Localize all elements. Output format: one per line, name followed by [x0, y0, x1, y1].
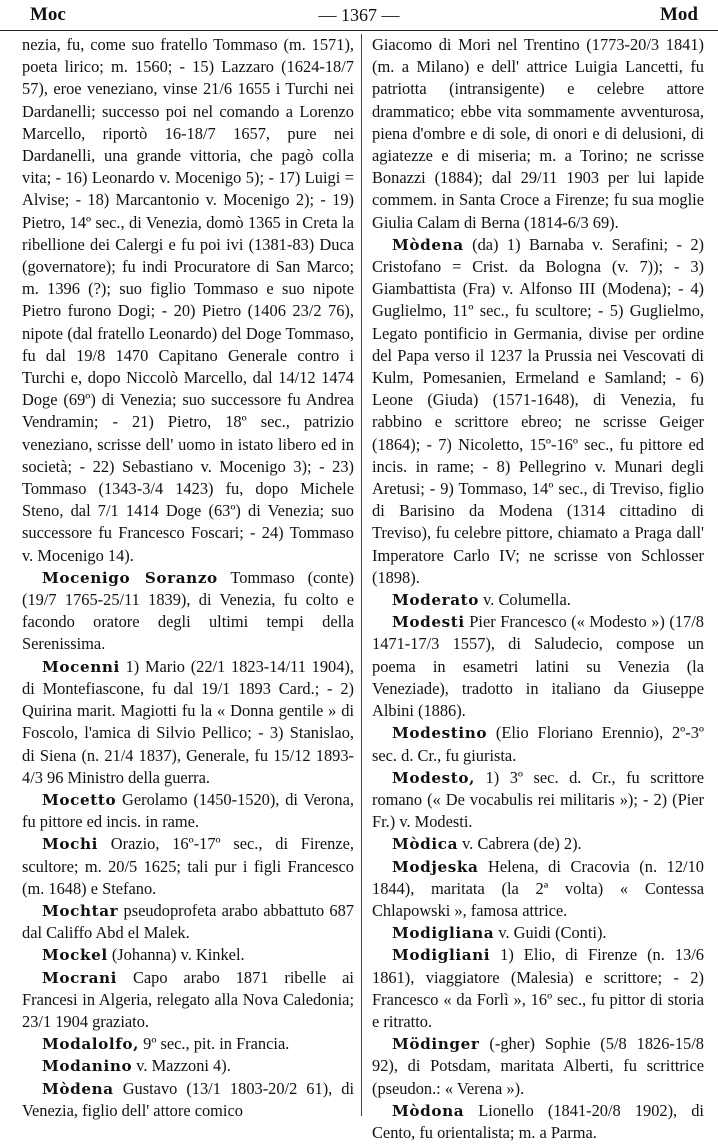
dictionary-entry [22, 567, 354, 656]
entry-headword: Mòdena [392, 235, 464, 254]
header-right-guideword: Mod [660, 4, 698, 25]
entry-headword: Mòdica [392, 835, 459, 854]
dictionary-entry [372, 234, 704, 589]
entry-text: Tommaso (conte) (19/7 1765-25/11 1839), di Venezia, fu colto e facondo oratore degli ultimi tempi della Serenissima. [22, 567, 354, 654]
entry-text: v. Guidi (Conti). [494, 923, 607, 943]
entry-headword: Mödinger [392, 1035, 480, 1054]
entry-headword: Mochtar [42, 901, 119, 920]
entry-text: v. Cabrera (de) 2). [458, 834, 582, 854]
dictionary-entry [22, 789, 354, 833]
dictionary-entry [372, 722, 704, 766]
dictionary-entry [372, 856, 704, 923]
right-column [372, 34, 704, 1142]
entry-text: v. Mazzoni 4). [132, 1056, 231, 1076]
entry-headword: Mochi [42, 835, 99, 854]
dictionary-entry [22, 900, 354, 944]
entry-text: (Johanna) v. Kinkel. [107, 945, 245, 965]
entry-headword: Mocenigo Soranzo [42, 568, 218, 587]
entry-text: Pier Francesco (« Modesto ») (17/8 1471-17/3 1557), di Saludecio, compose un poema in esametri latini su Venezia (la Veneziade), tradotto in italiano da Giuseppe Albini (1886). [372, 612, 704, 721]
entry-text: 1) Elio, di Firenze (n. 13/6 1861), viaggiatore (Malesia) e scrittore; - 2) Francesco « da Forlì », 16º sec., fu pittor di storia e ritratto. [372, 945, 704, 1031]
entry-text: (-gher) Sophie (5/8 1826-15/8 92), di Potsdam, maritata Alberti, fu scrittrice (pseudon.: « Verena »). [372, 1034, 704, 1098]
entry-headword: Modalolfo, [42, 1035, 140, 1054]
entry-headword: Moderato [392, 591, 480, 610]
entry-text: pseudoprofeta arabo abbattuto 687 dal Califfo Abd el Malek. [22, 900, 354, 943]
entry-headword: Modestino [392, 724, 488, 743]
entry-text: v. Columella. [479, 590, 571, 610]
header-left-guideword: Moc [30, 4, 66, 25]
entry-text: Capo arabo 1871 ribelle ai Francesi in Algeria, relegato alla Nova Caledonia; 23/1 1904 graziato. [22, 967, 354, 1031]
entry-text: Gustavo (13/1 1803-20/2 61), di Venezia, figlio dell' attore comico [22, 1078, 354, 1120]
entry-headword: Modesti [392, 613, 465, 632]
dictionary-entry [372, 1033, 704, 1100]
dictionary-entry [22, 1078, 354, 1122]
dictionary-entry [372, 1100, 704, 1144]
entry-headword: Modigliana [392, 924, 495, 943]
dictionary-entry [22, 1033, 354, 1055]
entry-text: Orazio, 16º-17º sec., di Firenze, scultore; m. 20/5 1625; tali pur i figli Francesco (m. 1648) e Stefano. [22, 834, 354, 898]
entry-headword: Mocenni [42, 657, 120, 676]
entry-text: (da) 1) Barnaba v. Serafini; - 2) Cristofano = Crist. da Bologna (v. 7)); - 3) Giambattista (Fra) v. Alfonso III (Modena); - 4) Guglielmo, 11º sec., fu scultore; - 5) Guglielmo, Legato pontificio in Germania, divise per ordine del Papa verso il 1237 la Prussia nei Vescovati di Kulm, Pomesanien, Ermeland e Samland; - 6) Leone (Giuda) (1571-1648), di Venezia, fu rabbino e scrittore ebreo; ne scrisse Geiger (1864); - 7) Nicoletto, 15º-16º sec., fu pittore ed incis. in rame; - 8) Pellegrino v. Munari degli Aretusi; - 9) Tommaso, 14º sec., di Treviso, figlio di Barisino da Modena (1314 cittadino di Treviso), fu celebre pittore, chiamato a Praga dall' Imperatore Carlo IV; ne scrisse von Schlosser (1898). [372, 234, 704, 587]
dictionary-entry [372, 611, 704, 722]
dictionary-entry [372, 922, 704, 944]
entry-text: Giacomo di Mori nel Trentino (1773-20/3 1841) (m. a Milano) e dell' attrice Luigia Lancetti, fu patriotta (intransigente) e celebre attore drammatico; ebbe vita sommamente avventurosa, piena d'ombre e di sole, di onori e di delusioni, di agiatezze e di miseria; m. a Torino; ne scrisse Bonazzi (1884); dal 29/11 1903 per lui lapide commem. in Santa Croce a Firenze; fu sua moglie Giulia Calam di Berna (1814-6/3 69). [372, 35, 704, 232]
entry-headword: Modesto, [392, 768, 476, 787]
dictionary-entry [22, 656, 354, 789]
dictionary-entry [22, 944, 354, 966]
entry-text: 9º sec., pit. in Francia. [139, 1034, 290, 1054]
column-divider [361, 34, 362, 1116]
page-header [0, 0, 718, 31]
entry-text: 1) 3º sec. d. Cr., fu scrittore romano (« De vocabulis rei militaris »); - 2) (Pier Fr.) v. Modesti. [372, 767, 704, 832]
dictionary-entry [22, 833, 354, 900]
dictionary-entry [22, 967, 354, 1034]
entry-text: nezia, fu, come suo fratello Tommaso (m. 1571), poeta lirico; m. 1560; - 15) Lazzaro (1624-18/7 57), eroe veneziano, vinse 21/6 1655 i Turchi nei Dardanelli; successo poi nel comando a Lorenzo Marcello, riportò 16-18/7 1657, pure nei Dardanelli, una grande vittoria, che pagò colla vita; - 16) Leonardo v. Mocenigo 5); - 17) Luigi = Alvise; - 18) Marcantonio v. Mocenigo 2); - 19) Pietro, 14º sec., di Venezia, domò 1365 in Creta la ribellione dei Calergi e fu poi ivi (1381-83) Duca (governatore); fu indi Procuratore di San Marco; m. 1396 (?); suo figlio Tommaso e suo nipote Pietro furono Dogi; - 20) Pietro (1406 23/2 76), nipote (dal fratello Leonardo) del Doge Tommaso, fu dal 19/8 1470 Capitano Generale contro i Turchi e, dopo Niccolò Marcello, dal 14/12 1474 Doge (69º) di Venezia; suo successore fu Andrea Vendramin; - 21) Pietro, 18º sec., patrizio veneziano, scrisse dell' uomo in istato libero ed in società; - 22) Sebastiano v. Mocenigo 3); - 23) Tommaso (1343-3/4 1423) fu, dopo Michele Steno, dal 7/1 1414 Doge (63º) di Venezia; suo successore fu Francesco Foscari; - 24) Tommaso v. Mocenigo 14). [22, 35, 354, 565]
dictionary-entry [372, 34, 704, 234]
entry-headword: Mòdena [42, 1079, 114, 1098]
entry-headword: Mocrani [42, 968, 118, 987]
entry-text: Helena, di Cracovia (n. 12/10 1844), maritata (la 2ª volta) « Contessa Chlapowski », famosa attrice. [372, 856, 704, 920]
dictionary-entry [372, 767, 704, 834]
entry-headword: Mocetto [42, 790, 117, 809]
entry-headword: Mòdona [392, 1101, 465, 1120]
entry-headword: Modigliani [392, 946, 491, 965]
entry-headword: Mockel [42, 946, 108, 965]
dictionary-entry [372, 833, 704, 855]
entry-text: Gerolamo (1450-1520), di Verona, fu pittore ed incis. in rame. [22, 789, 354, 832]
dictionary-entry [22, 34, 354, 567]
left-column [22, 34, 354, 1126]
dictionary-entry [22, 1055, 354, 1077]
page-number: — 1367 — [318, 5, 400, 25]
entry-headword: Modjeska [392, 857, 479, 876]
entry-text: Lionello (1841-20/8 1902), di Cento, fu orientalista; m. a Parma. [372, 1100, 704, 1142]
entry-text: (Elio Floriano Erennio), 2º-3º sec. d. Cr., fu giurista. [372, 723, 704, 765]
dictionary-entry [372, 589, 704, 611]
dictionary-entry [372, 944, 704, 1033]
entry-text: 1) Mario (22/1 1823-14/11 1904), di Montefiascone, fu dal 19/1 1893 Card.; - 2) Quirina marit. Magiotti fu la « Donna gentile » di Foscolo, l'amica di Silvio Pellico; - 3) Stanislao, di Siena (n. 21/4 1837), Generale, fu 15/12 1893-4/3 96 Ministro della guerra. [22, 656, 354, 787]
entry-headword: Modanino [42, 1057, 133, 1076]
